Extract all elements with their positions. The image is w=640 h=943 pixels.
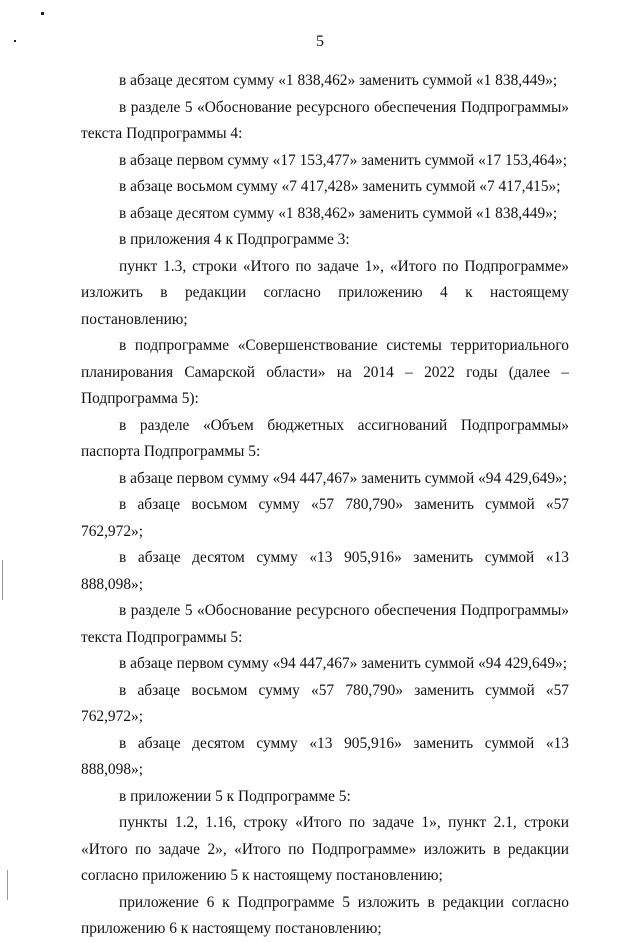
paragraph: в абзаце восьмом сумму «57 780,790» заменить суммой «57 762,972»;	[81, 681, 569, 725]
paragraph: в абзаце десятом сумму «1 838,462» заменить суммой «1 838,449»;	[119, 204, 558, 222]
paragraph: в абзаце восьмом сумму «57 780,790» заменить суммой «57 762,972»;	[81, 496, 569, 540]
paragraph: в абзаце первом сумму «94 447,467» заменить суммой «94 429,649»;	[119, 655, 568, 672]
paragraph: в абзаце первом сумму «17 153,477» заменить суммой «17 153,464»;	[119, 151, 568, 169]
paragraph: в абзаце десятом сумму «1 838,462» заменить суммой «1 838,449»;	[119, 72, 558, 89]
paragraph: в разделе «Объем бюджетных ассигнований Подпрограммы» паспорта Подпрограммы 5:	[81, 416, 569, 460]
paragraph: в абзаце десятом сумму «13 905,916» заменить суммой «13 888,098»;	[81, 549, 569, 593]
paragraph: пункты 1.2, 1.16, строку «Итого по задаче 1», пункт 2.1, строки «Итого по задаче 2», «Итого по Подпрограмме» изложить в редакции согласно приложению 5 к настоящему постановлению;	[81, 814, 569, 884]
document-body	[81, 68, 569, 943]
page-number: 5	[316, 33, 324, 50]
paragraph: пункт 1.3, строки «Итого по задаче 1», «Итого по Подпрограмме» изложить в редакции согласно приложению 4 к настоящему постановлению;	[81, 257, 569, 328]
paragraph: в абзаце первом сумму «94 447,467» заменить суммой «94 429,649»;	[119, 469, 568, 487]
paragraph: в абзаце восьмом сумму «7 417,428» заменить суммой «7 417,415»;	[119, 178, 561, 195]
paragraph: в абзаце десятом сумму «13 905,916» заменить суммой «13 888,098»;	[81, 734, 569, 778]
paragraph: в разделе 5 «Обоснование ресурсного обеспечения Подпрограммы» текста Подпрограммы 5:	[81, 602, 569, 646]
scan-speck	[2, 560, 3, 600]
paragraph: в подпрограмме «Совершенствование системы территориального планирования Самарской области» на 2014 – 2022 годы (далее – Подпрограмма 5):	[81, 337, 569, 407]
paragraph: в разделе 5 «Обоснование ресурсного обеспечения Подпрограммы» текста Подпрограммы 4:	[81, 98, 569, 142]
paragraph: приложение 6 к Подпрограмме 5 изложить в редакции согласно приложению 6 к настоящему постановлению;	[81, 893, 569, 937]
paragraph: в приложения 4 к Подпрограмме 3:	[119, 231, 350, 248]
scan-speck	[7, 870, 8, 900]
paragraph: в приложении 5 к Подпрограмме 5:	[119, 787, 351, 805]
scan-speck	[41, 12, 44, 15]
